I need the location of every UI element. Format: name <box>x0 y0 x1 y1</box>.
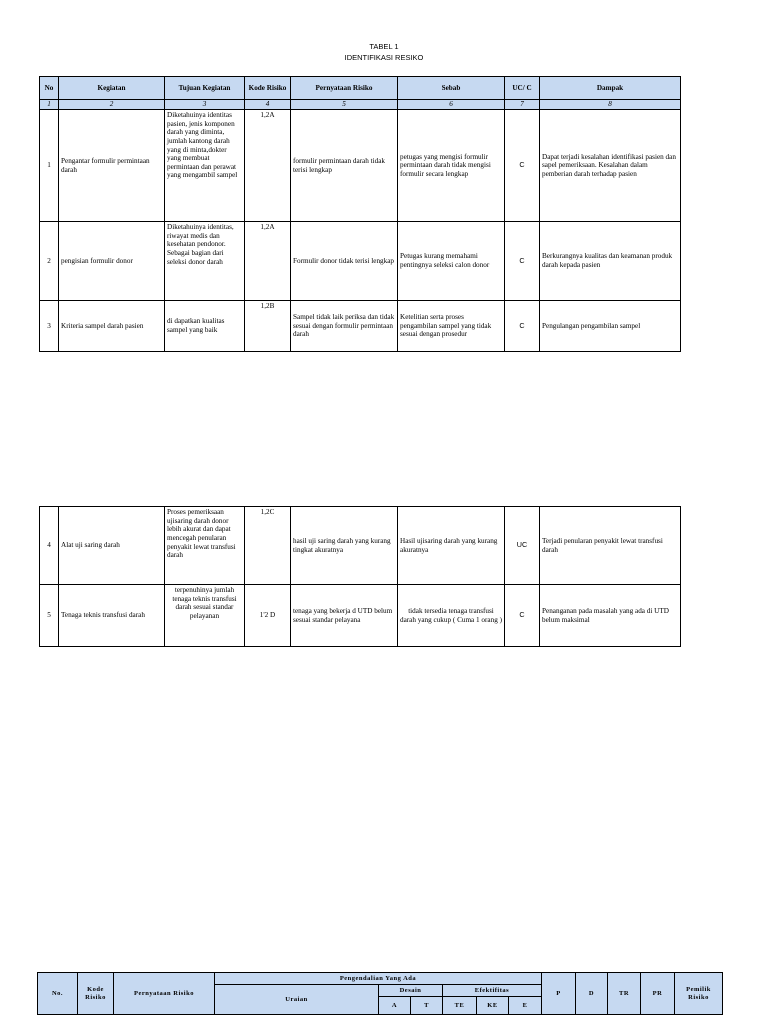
header-pr: PR <box>641 973 675 1015</box>
header-d: D <box>576 973 608 1015</box>
row-kegiatan: pengisian formulir donor <box>59 222 165 301</box>
row-no: 4 <box>40 507 59 585</box>
row-no: 1 <box>40 110 59 222</box>
row-kegiatan: Tenaga teknis transfusi darah <box>59 585 165 647</box>
header-pengendalian: Pengendalian Yang Ada <box>215 973 542 985</box>
risk-table-top <box>39 76 681 352</box>
row-dampak: Penanganan pada masalah yang ada di UTD belum maksimal <box>540 585 681 647</box>
header-e: E <box>509 997 542 1015</box>
row-tujuan: terpenuhinya jumlah tenaga teknis transfusi darah sesuai standar pelayanan <box>165 585 245 647</box>
column-number: 1 <box>40 100 59 110</box>
row-sebab: petugas yang mengisi formulir permintaan darah tidak mengisi formulir secara lengkap <box>398 110 505 222</box>
row-kegiatan: Pengantar formulir permintaan darah <box>59 110 165 222</box>
table-row <box>40 110 681 222</box>
row-kode: 1'2 D <box>245 585 291 647</box>
header-no: No <box>40 77 59 100</box>
row-sebab: tidak tersedia tenaga transfusi darah yang cukup ( Cuma 1 orang ) <box>398 585 505 647</box>
column-number: 5 <box>291 100 398 110</box>
header-pernyataan: Pernyataan Risiko <box>291 77 398 100</box>
row-sebab: Hasil ujisaring darah yang kurang akuratnya <box>398 507 505 585</box>
table-row <box>40 222 681 301</box>
header-uc: UC/ C <box>505 77 540 100</box>
row-no: 5 <box>40 585 59 647</box>
row-pernyataan: Sampel tidak laik periksa dan tidak sesuai dengan formulir permintaan darah <box>291 301 398 352</box>
row-no: 2 <box>40 222 59 301</box>
header-desain: Desain <box>379 985 443 997</box>
row-uc: C <box>505 222 540 301</box>
row-pernyataan: hasil uji saring darah yang kurang tingkat akuratnya <box>291 507 398 585</box>
table-row <box>40 585 681 647</box>
header-ke: KE <box>477 997 509 1015</box>
header-te: TE <box>443 997 477 1015</box>
risk-table-bottom <box>39 506 681 647</box>
table-row <box>40 301 681 352</box>
row-tujuan: Diketahuinya identitas, riwayat medis dan kesehatan pendonor. Sebagai bagian dari seleksi donor darah <box>165 222 245 301</box>
header-kode: Kode Risiko <box>245 77 291 100</box>
row-pernyataan: Formulir donor tidak terisi lengkap <box>291 222 398 301</box>
row-uc: C <box>505 110 540 222</box>
header-tr: TR <box>608 973 641 1015</box>
column-number: 2 <box>59 100 165 110</box>
table-title: TABEL 1 <box>369 42 399 51</box>
control-table <box>37 972 723 1015</box>
row-dampak: Pengulangan pengambilan sampel <box>540 301 681 352</box>
table-row <box>40 507 681 585</box>
row-dampak: Terjadi penularan penyakit lewat transfusi darah <box>540 507 681 585</box>
row-uc: C <box>505 301 540 352</box>
header-efektifitas: Efektifitas <box>443 985 542 997</box>
row-kode: 1,2A <box>245 222 291 301</box>
header-t: T <box>411 997 443 1015</box>
header-kegiatan: Kegiatan <box>59 77 165 100</box>
column-number: 3 <box>165 100 245 110</box>
row-kegiatan: Kriteria sampel darah pasien <box>59 301 165 352</box>
header-dampak: Dampak <box>540 77 681 100</box>
row-tujuan: di dapatkan kualitas sampel yang baik <box>165 301 245 352</box>
table-subtitle: IDENTIFIKASI RESIKO <box>344 53 424 62</box>
header-kode: Kode Risiko <box>78 973 114 1015</box>
row-kegiatan: Alat uji saring darah <box>59 507 165 585</box>
column-number: 6 <box>398 100 505 110</box>
row-uc: UC <box>505 507 540 585</box>
row-dampak: Dapat terjadi kesalahan identifikasi pasien dan sapel pemeriksaan. Kesalahan dalam pemberian darah terhadap pasien <box>540 110 681 222</box>
header-tujuan: Tujuan Kegiatan <box>165 77 245 100</box>
header-uraian: Uraian <box>215 985 379 1015</box>
row-tujuan: Proses pemeriksaan ujisaring darah donor lebih akurat dan dapat mencegah penularan penyakit lewat transfusi darah <box>165 507 245 585</box>
row-pernyataan: tenaga yang bekerja d UTD belum sesuai standar pelayana <box>291 585 398 647</box>
row-kode: 1,2B <box>245 301 291 352</box>
header-sebab: Sebab <box>398 77 505 100</box>
row-sebab: Petugas kurang memahami pentingnya seleksi calon donor <box>398 222 505 301</box>
row-no: 3 <box>40 301 59 352</box>
row-dampak: Berkurangnya kualitas dan keamanan produk darah kepada pasien <box>540 222 681 301</box>
header-pernyataan: Pernyataan Risiko <box>114 973 215 1015</box>
row-kode: 1,2C <box>245 507 291 585</box>
row-uc: C <box>505 585 540 647</box>
column-number: 8 <box>540 100 681 110</box>
header-p: P <box>542 973 576 1015</box>
row-sebab: Ketelitian serta proses pengambilan sampel yang tidak sesuai dengan prosedur <box>398 301 505 352</box>
column-number: 7 <box>505 100 540 110</box>
header-no: No. <box>38 973 78 1015</box>
column-number: 4 <box>245 100 291 110</box>
row-tujuan: Diketahuinya identitas pasien, jenis komponen darah yang diminta, jumlah kantong darah yang di minta,dokter yang membuat permintaan dan perawat yang mengambil sampel <box>165 110 245 222</box>
row-pernyataan: formulir permintaan darah tidak terisi lengkap <box>291 110 398 222</box>
header-a: A <box>379 997 411 1015</box>
header-pemilik: Pemilik Risiko <box>675 973 723 1015</box>
row-kode: 1,2A <box>245 110 291 222</box>
